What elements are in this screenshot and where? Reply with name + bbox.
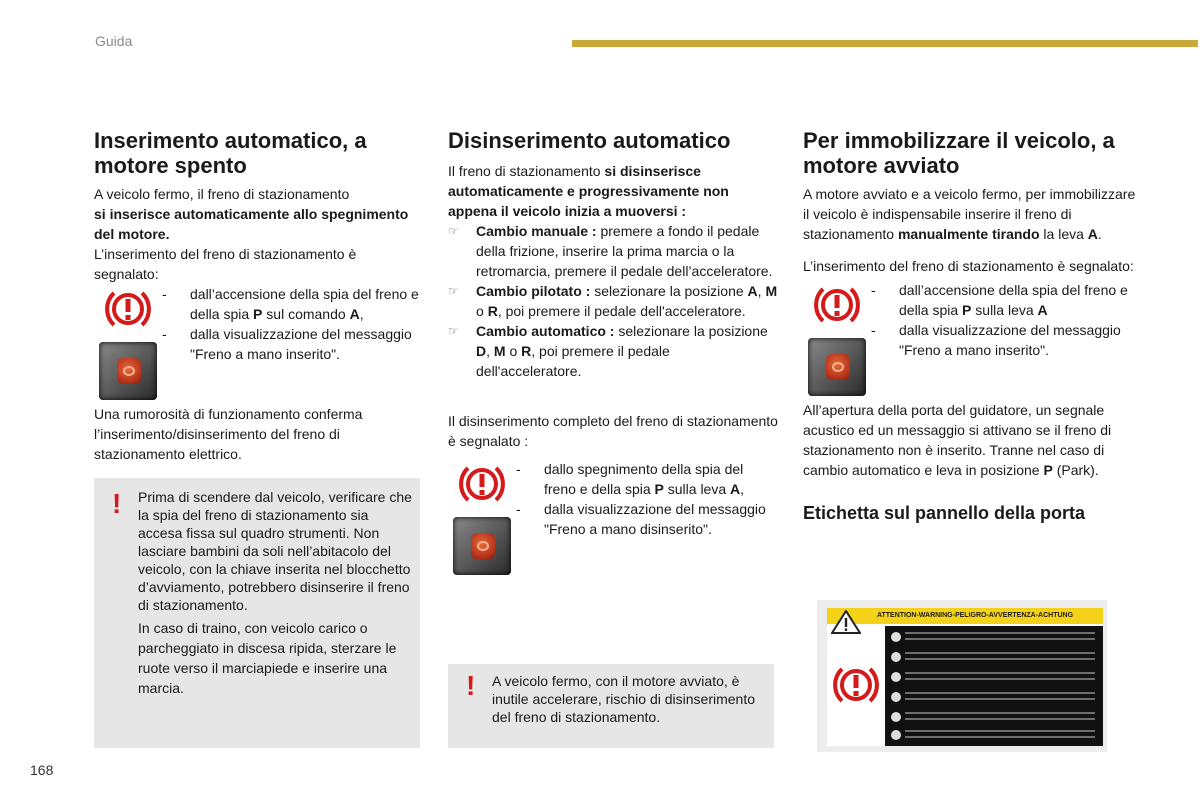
col1-title: Inserimento automatico, a motore spento <box>94 128 367 178</box>
label-header: ATTENTION-WARNING-PELIGRO-AVVERTENZA-ACHTUNG <box>827 608 1103 624</box>
col1-signal-list <box>94 284 424 400</box>
col1-noise-text: Una rumorosità di funzionamento conferma l’inserimento/disinserimento del freno di stazionamento elettrico. <box>94 406 363 462</box>
parking-brake-switch-icon <box>808 338 866 396</box>
pointer-icon: ☞ <box>448 284 459 298</box>
label-multilingual-text-panel <box>885 626 1103 746</box>
exclamation-icon: ! <box>112 488 122 519</box>
col2-signal-list <box>448 459 778 575</box>
col1-warning-note <box>94 478 420 748</box>
brake-warning-icon <box>831 664 881 706</box>
column-automatic-release <box>448 128 778 575</box>
col3-signal-list <box>803 280 1143 396</box>
brake-warning-icon <box>457 463 507 505</box>
col3-title: Per immobilizzare il veicolo, a motore avviato <box>803 128 1115 178</box>
col2-bullet-1: - dallo spegnimento della spia del freno e della spia P sulla leva A, <box>516 461 745 497</box>
col3-bullet-2: - dalla visualizzazione del messaggio "Freno a mano inserito". <box>871 322 1121 358</box>
caution-triangle-icon <box>831 610 861 634</box>
col2-signaled: Il disinserimento completo del freno di stazionamento è segnalato : <box>448 413 778 449</box>
col2-bullet-2: - dalla visualizzazione del messaggio "Freno a mano disinserito". <box>516 501 766 537</box>
section-label: Guida <box>95 33 133 49</box>
col2-warning-note <box>448 664 774 748</box>
gear-item-piloted: ☞ Cambio pilotato : selezionare la posizione A, M o R, poi premere il pedale dell'acceleratore. <box>448 283 778 319</box>
column-automatic-engagement <box>94 128 424 464</box>
column-immobilize-vehicle <box>803 128 1143 524</box>
col2-gearbox-list <box>448 221 778 381</box>
col1-bullet-2: - dalla visualizzazione del messaggio "Freno a mano inserito". <box>162 326 412 362</box>
col1-bullet-1: - dall’accensione della spia del freno e della spia P sul comando A, <box>162 286 419 322</box>
col3-door-text: All’apertura della porta del guidatore, un segnale acustico ed un messaggio si attivano se il freno di stazionamento non è inserito. Tranne nel caso di cambio automatico e leva in posizione P (Park). <box>803 402 1112 478</box>
brake-warning-icon <box>103 288 153 330</box>
col3-intro: A motore avviato e a veicolo fermo, per immobilizzare il veicolo è indispensabile inserire il freno di stazionamento manualmente tirando la leva A. <box>803 186 1136 242</box>
col3-bullet-1: - dall’accensione della spia del freno e della spia P sulla leva A <box>871 282 1128 318</box>
col1-intro: A veicolo fermo, il freno di stazionamento si inserisce automaticamente allo spegnimento del motore. <box>94 186 409 242</box>
gear-item-manual: ☞ Cambio manuale : premere a fondo il pedale della frizione, inserire la prima marcia o la retromarcia, premere il pedale dell’acceleratore. <box>448 223 773 279</box>
page-number: 168 <box>30 762 54 778</box>
col3-signaled: L’inserimento del freno di stazionamento è segnalato: <box>803 258 1134 274</box>
door-panel-label-image <box>817 600 1107 752</box>
brake-warning-icon <box>812 284 862 326</box>
col2-intro: Il freno di stazionamento si disinserisce automaticamente e progressivamente non appena il veicolo inizia a muoversi : <box>448 163 729 219</box>
parking-brake-switch-icon <box>99 342 157 400</box>
col1-note-p1: Prima di scendere dal veicolo, verificare che la spia del freno di stazionamento sia accesa fissa sul quadro strumenti. Non lasciare bambini da soli nell’abitacolo del veicolo, con la chiave inserita nel blocchetto d’avviamento, potrebbero disinserire il freno di stazionamento. <box>138 489 412 613</box>
gear-item-automatic: ☞ Cambio automatico : selezionare la posizione D, M o R, poi premere il pedale dell'acceleratore. <box>448 323 768 379</box>
col1-note-p2: In caso di traino, con veicolo carico o parcheggiato in discesa ripida, sterzare le ruote verso il marciapiede e inserire una marcia. <box>138 620 397 696</box>
col3-subtitle: Etichetta sul pannello della porta <box>803 503 1086 523</box>
header-accent-bar <box>572 40 1198 47</box>
exclamation-icon: ! <box>466 670 476 701</box>
pointer-icon: ☞ <box>448 324 459 338</box>
parking-brake-switch-icon <box>453 517 511 575</box>
pointer-icon: ☞ <box>448 224 459 238</box>
col2-note-text: A veicolo fermo, con il motore avviato, è inutile accelerare, rischio di disinserimento del freno di stazionamento. <box>492 673 756 725</box>
col1-signaled: L’inserimento del freno di stazionamento è segnalato: <box>94 246 357 282</box>
col2-title: Disinserimento automatico <box>448 128 731 153</box>
